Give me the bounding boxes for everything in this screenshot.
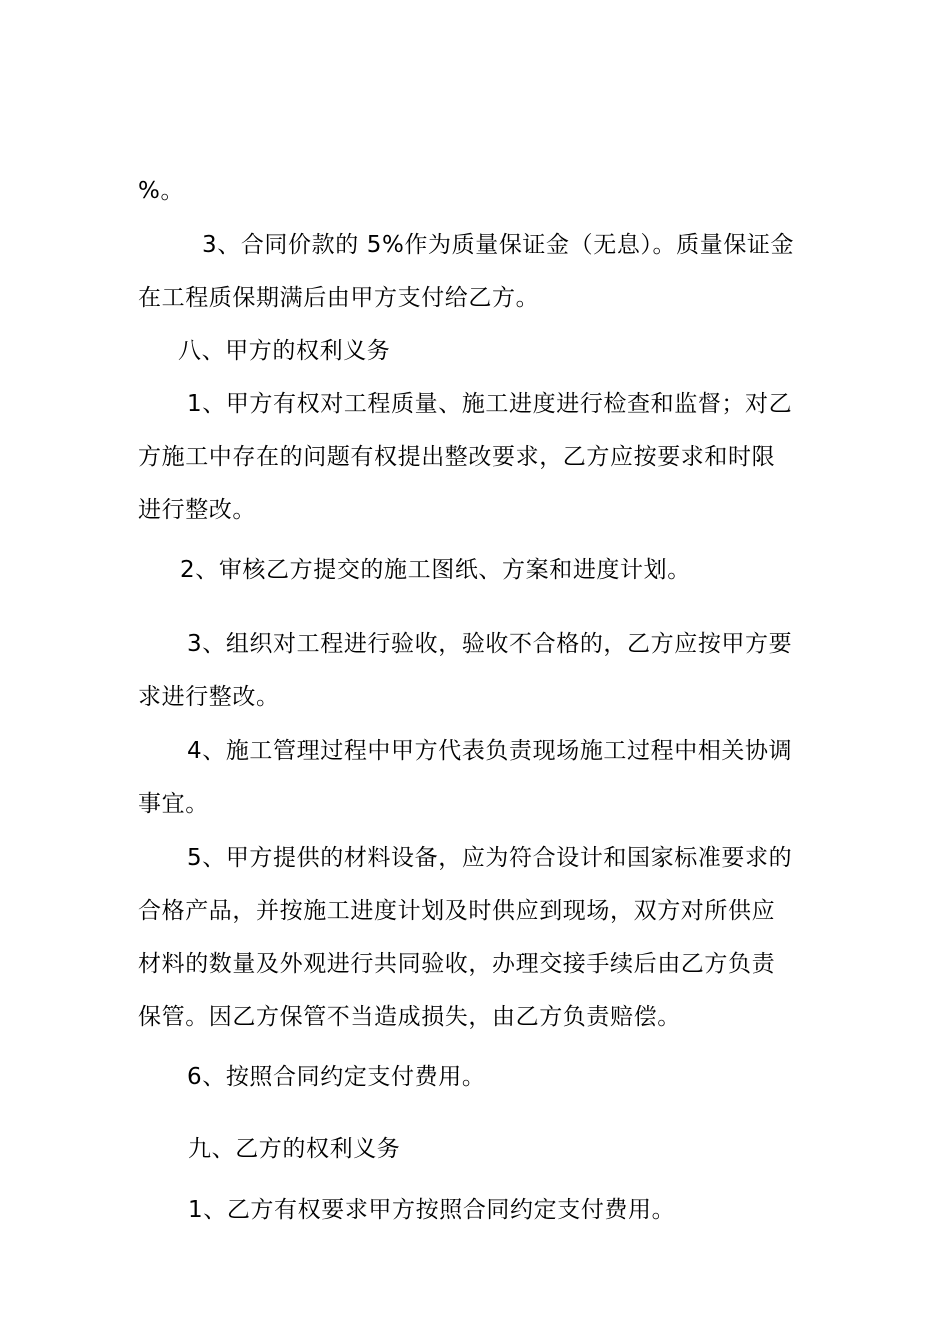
text-line: 6、按照合同约定支付费用。 [187, 1064, 486, 1090]
text-line: %。 [138, 178, 185, 204]
text-line: 1、乙方有权要求甲方按照合同约定支付费用。 [188, 1197, 676, 1223]
text-line: 求进行整改。 [138, 684, 280, 710]
text-line: 在工程质保期满后由甲方支付给乙方。 [138, 285, 540, 311]
text-line: 2、审核乙方提交的施工图纸、方案和进度计划。 [180, 557, 691, 583]
text-line: 方施工中存在的问题有权提出整改要求，乙方应按要求和时限 [138, 444, 776, 470]
text-line: 事宜。 [138, 791, 209, 817]
text-line: 3、组织对工程进行验收，验收不合格的，乙方应按甲方要 [187, 631, 793, 657]
text-line: 进行整改。 [138, 497, 256, 523]
section-heading: 八、甲方的权利义务 [178, 338, 391, 364]
text-line: 3、合同价款的 5%作为质量保证金（无息）。质量保证金 [202, 232, 795, 258]
text-line: 1、甲方有权对工程质量、施工进度进行检查和监督；对乙 [187, 391, 793, 417]
text-line: 4、施工管理过程中甲方代表负责现场施工过程中相关协调 [187, 738, 793, 764]
text-line: 材料的数量及外观进行共同验收，办理交接手续后由乙方负责 [138, 951, 776, 977]
text-line: 5、甲方提供的材料设备，应为符合设计和国家标准要求的 [187, 845, 793, 871]
text-line: 合格产品，并按施工进度计划及时供应到现场，双方对所供应 [138, 898, 776, 924]
section-heading: 九、乙方的权利义务 [188, 1136, 401, 1162]
text-line: 保管。因乙方保管不当造成损失，由乙方负责赔偿。 [138, 1004, 681, 1030]
